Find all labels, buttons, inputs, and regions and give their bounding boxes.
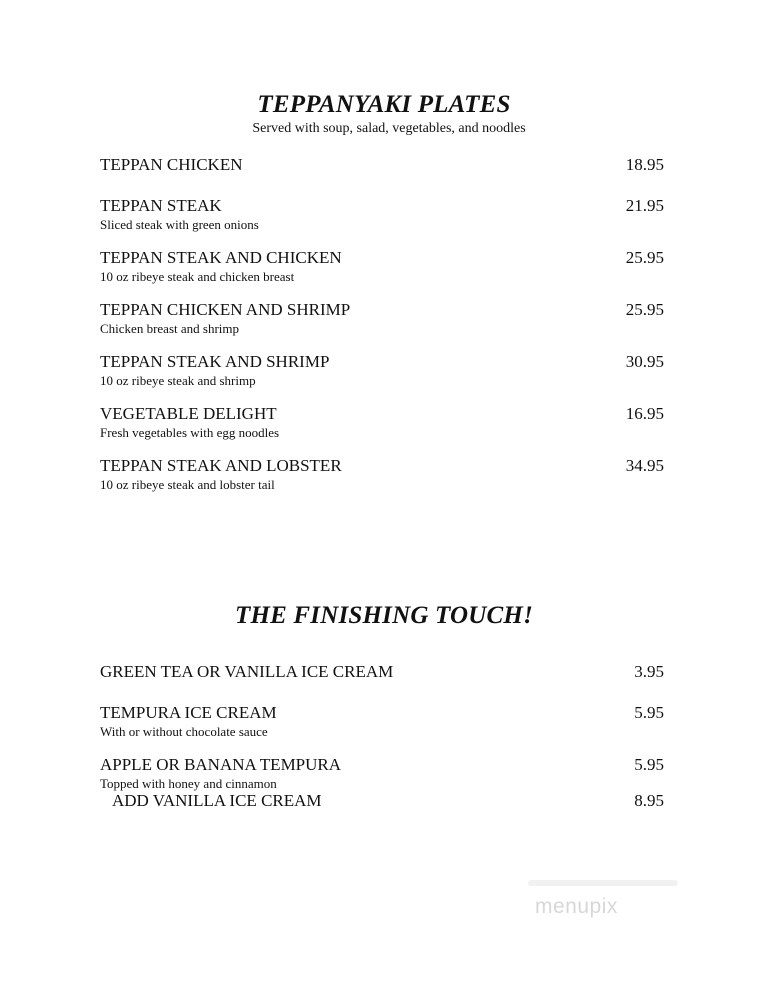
menu-item-teppan-steak-lobster [100,456,664,493]
menu-item-name: TEMPURA ICE CREAM [100,703,277,722]
menu-item-fruit-tempura [100,755,664,792]
menu-item-description: 10 oz ribeye steak and lobster tail [100,477,275,492]
menu-item-description: Chicken breast and shrimp [100,321,239,336]
menu-item-name: TEPPAN STEAK AND LOBSTER [100,456,342,475]
menu-item-price: 16.95 [625,404,664,423]
menu-item-name: TEPPAN STEAK [100,196,222,215]
menu-item-name: TEPPAN STEAK AND SHRIMP [100,352,330,371]
menu-item-description: 10 oz ribeye steak and shrimp [100,373,256,388]
menu-item-name: TEPPAN CHICKEN AND SHRIMP [100,300,351,319]
menu-item-teppan-chicken [100,155,664,175]
teppanyaki-subtitle: Served with soup, salad, vegetables, and noodles [252,121,526,136]
menu-item-name: VEGETABLE DELIGHT [100,404,277,423]
menu-item-price: 30.95 [625,352,664,371]
menu-item-description: Fresh vegetables with egg noodles [100,425,280,440]
menu-item-name: GREEN TEA OR VANILLA ICE CREAM [100,662,394,681]
menu-item-description: Topped with honey and cinnamon [100,776,277,791]
menu-item-price: 34.95 [625,456,664,475]
menu-item-ice-cream [100,662,664,682]
addon-name: ADD VANILLA ICE CREAM [112,791,322,810]
menu-item-price: 18.95 [625,155,664,174]
menu-item-price: 25.95 [625,300,664,319]
addon-price: 8.95 [634,791,664,810]
menu-item-description: Sliced steak with green onions [100,217,259,232]
menu-item-description: With or without chocolate sauce [100,724,268,739]
menu-item-name: TEPPAN STEAK AND CHICKEN [100,248,342,267]
menu-item-tempura-ice-cream [100,703,664,740]
menu-item-price: 25.95 [625,248,664,267]
watermark-logo: menupix [535,895,618,918]
menu-item-description: 10 oz ribeye steak and chicken breast [100,269,295,284]
watermark-decoration [528,880,678,886]
menu-item-price: 5.95 [634,755,664,774]
menu-item-price: 5.95 [634,703,664,722]
menu-item-name: APPLE OR BANANA TEMPURA [100,755,342,774]
teppanyaki-title: TEPPANYAKI PLATES [257,91,511,118]
menu-item-price: 3.95 [634,662,664,681]
desserts-title: THE FINISHING TOUCH! [234,602,534,629]
menu-addon-vanilla-ice-cream [112,791,664,811]
menu-item-vegetable-delight [100,404,664,441]
menu-item-teppan-chicken-shrimp [100,300,664,337]
menu-item-teppan-steak-chicken [100,248,664,285]
menu-item-name: TEPPAN CHICKEN [100,155,243,174]
menu-item-price: 21.95 [625,196,664,215]
menu-item-teppan-steak-shrimp [100,352,664,389]
menu-item-teppan-steak [100,196,664,233]
